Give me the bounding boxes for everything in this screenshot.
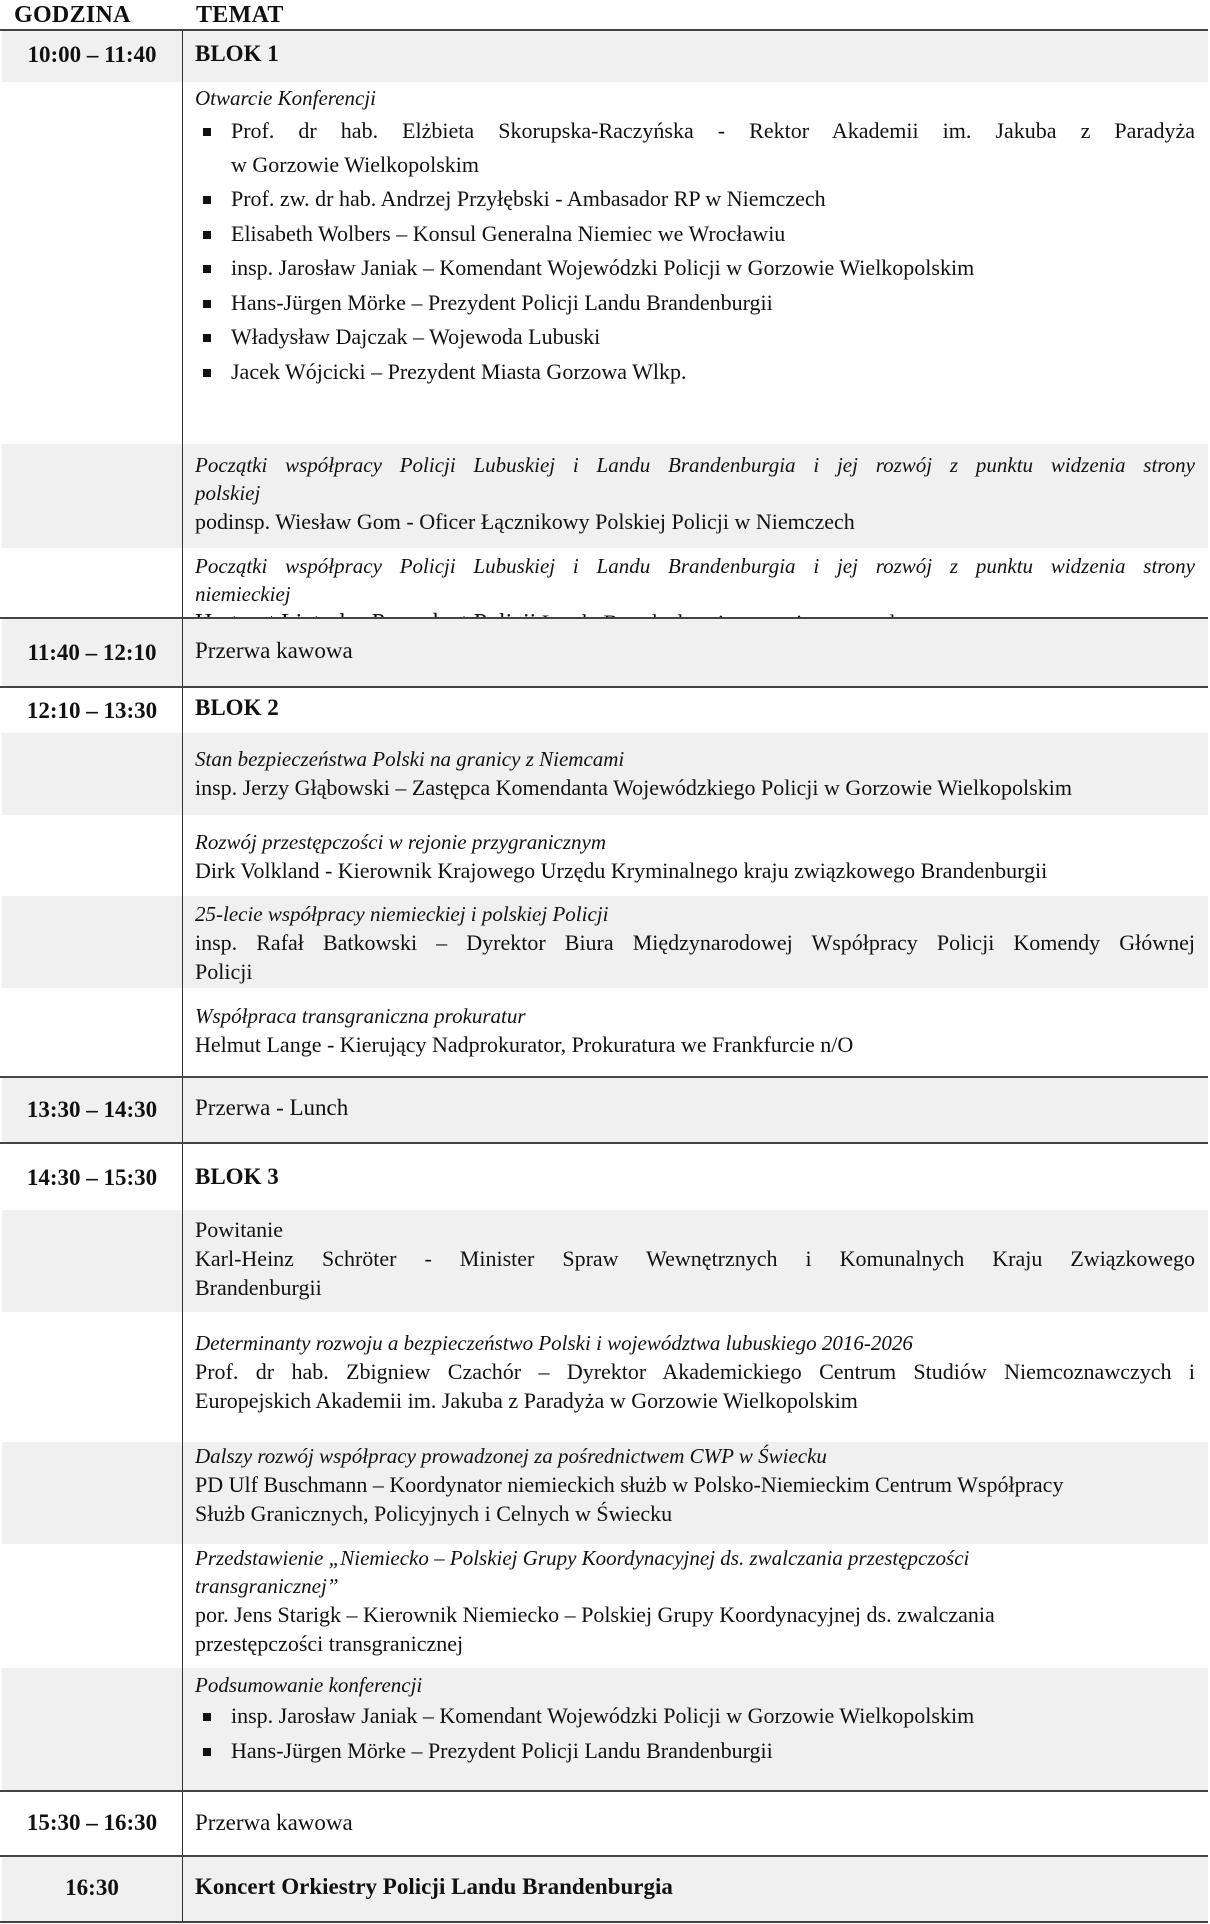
concert-label: Koncert Orkiestry Policji Landu Brandenburgia xyxy=(195,1874,673,1899)
list-item: Jacek Wójcicki – Prezydent Miasta Gorzowa Wlkp. xyxy=(195,355,1195,390)
lunch-label: Przerwa - Lunch xyxy=(195,1095,349,1120)
block-2-time: 12:10 – 13:30 xyxy=(26,698,158,723)
header-time: GODZINA xyxy=(14,2,131,28)
talk-determinants: Determinanty rozwoju a bezpieczeństwo Polski i województwa lubuskiego 2016-2026 Prof. dr hab. Zbigniew Czachór – Dyrektor Akademickiego Centrum Studiów Niemcoznawczych i Europejskich Akademii im. Jakuba z Paradyża w Gorzowie Wielkopolskim xyxy=(195,1331,1195,1413)
concert-time: 16:30 xyxy=(65,1875,119,1900)
list-item: Hans-Jürgen Mörke – Prezydent Policji Landu Brandenburgii xyxy=(195,1734,1195,1769)
talk-25-years: 25-lecie współpracy niemieckiej i polskiej Policji insp. Rafał Batkowski – Dyrektor Biura Międzynarodowej Współpracy Policji Komendy Głównej Policji xyxy=(195,902,1195,984)
list-item: insp. Jarosław Janiak – Komendant Wojewódzki Policji w Gorzowie Wielkopolskim xyxy=(195,1699,1195,1734)
list-item: Hans-Jürgen Mörke – Prezydent Policji Landu Brandenburgii xyxy=(195,286,1195,321)
coffee-break-1-label: Przerwa kawowa xyxy=(195,638,353,663)
list-item: insp. Jarosław Janiak – Komendant Wojewódzki Policji w Gorzowie Wielkopolskim xyxy=(195,251,1195,286)
block-1-time: 10:00 – 11:40 xyxy=(27,42,157,67)
block-1-title: BLOK 1 xyxy=(195,41,279,66)
talk-crime-development: Rozwój przestępczości w rejonie przygranicznym Dirk Volkland - Kierownik Krajowego Urzędu Kryminalnego kraju związkowego Brandenburgii xyxy=(195,830,1048,883)
coffee-break-2 xyxy=(0,1792,1210,1855)
coffee-break-2-label: Przerwa kawowa xyxy=(195,1810,353,1835)
block-1 xyxy=(0,31,1210,617)
coffee-break-2-time: 15:30 – 16:30 xyxy=(26,1810,158,1835)
talk-coordination-group: Przedstawienie „Niemiecko – Polskiej Grupy Koordynacyjnej ds. zwalczania przestępczości transgranicznej” por. Jens Starigk – Kierownik Niemiecko – Polskiej Grupy Koordynacyjnej ds. zwalczania przestępczości transgranicznej xyxy=(195,1546,995,1656)
opening-topic: Otwarcie Konferencji xyxy=(195,86,376,110)
list-item: Władysław Dajczak – Wojewoda Lubuski xyxy=(195,320,1195,355)
block-2-title: BLOK 2 xyxy=(195,695,279,720)
list-item: Prof. zw. dr hab. Andrzej Przyłębski - Ambasador RP w Niemczech xyxy=(195,182,1195,217)
talk-polish-perspective: Początki współpracy Policji Lubuskiej i Landu Brandenburgia i jej rozwój z punktu widzenia strony polskiej podinsp. Wiesław Gom - Oficer Łącznikowy Polskiej Policji w Niemczech xyxy=(195,453,1195,534)
block-3-time: 14:30 – 15:30 xyxy=(26,1165,158,1190)
talk-prosecution: Współpraca transgraniczna prokuratur Helmut Lange - Kierujący Nadprokurator, Prokuratura we Frankfurcie n/O xyxy=(195,1004,854,1057)
conference-summary: Podsumowanie konferencji insp. Jarosław Janiak – Komendant Wojewódzki Policji w Gorzowie Wielkopolskim Hans-Jürgen Mörke – Prezydent Policji Landu Brandenburgii xyxy=(195,1671,1195,1768)
talk-german-perspective: Początki współpracy Policji Lubuskiej i Landu Brandenburgia i jej rozwój z punktu widzenia strony niemieckiej xyxy=(195,554,1195,606)
coffee-break-1 xyxy=(0,619,1210,686)
talk-welcome: Powitanie Karl-Heinz Schröter - Minister Spraw Wewnętrznych i Komunalnych Kraju Związkowego Brandenburgii xyxy=(195,1217,1195,1300)
concert xyxy=(0,1857,1210,1922)
summary-speakers xyxy=(195,1699,1195,1768)
opening-speakers xyxy=(195,114,1195,389)
divider xyxy=(0,1921,1208,1923)
lunch-time: 13:30 – 14:30 xyxy=(26,1097,158,1122)
coffee-break-1-time: 11:40 – 12:10 xyxy=(27,640,157,665)
opening-session xyxy=(195,84,1195,389)
talk-border-security: Stan bezpieczeństwa Polski na granicy z Niemcami insp. Jerzy Głąbowski – Zastępca Komendanta Wojewódzkiego Policji w Gorzowie Wielkopolskim xyxy=(195,747,1072,800)
list-item: Elisabeth Wolbers – Konsul Generalna Niemiec we Wrocławiu xyxy=(195,217,1195,252)
header-topic: TEMAT xyxy=(196,2,284,28)
block-2 xyxy=(0,688,1210,1076)
block-3-title: BLOK 3 xyxy=(195,1164,279,1189)
block-3 xyxy=(0,1144,1210,1790)
list-item: Prof. dr hab. Elżbieta Skorupska-Raczyńska - Rektor Akademii im. Jakuba z Paradyża w Gorzowie Wielkopolskim xyxy=(195,114,1195,182)
table-header xyxy=(0,0,1210,30)
talk-cwp-swiecko: Dalszy rozwój współpracy prowadzonej za pośrednictwem CWP w Świecku PD Ulf Buschmann – Koordynator niemieckich służb w Polsko-Niemieckim Centrum Współpracy Służb Granicznych, Policyjnych i Celnych w Świecku xyxy=(195,1444,1064,1526)
lunch-break xyxy=(0,1078,1210,1142)
